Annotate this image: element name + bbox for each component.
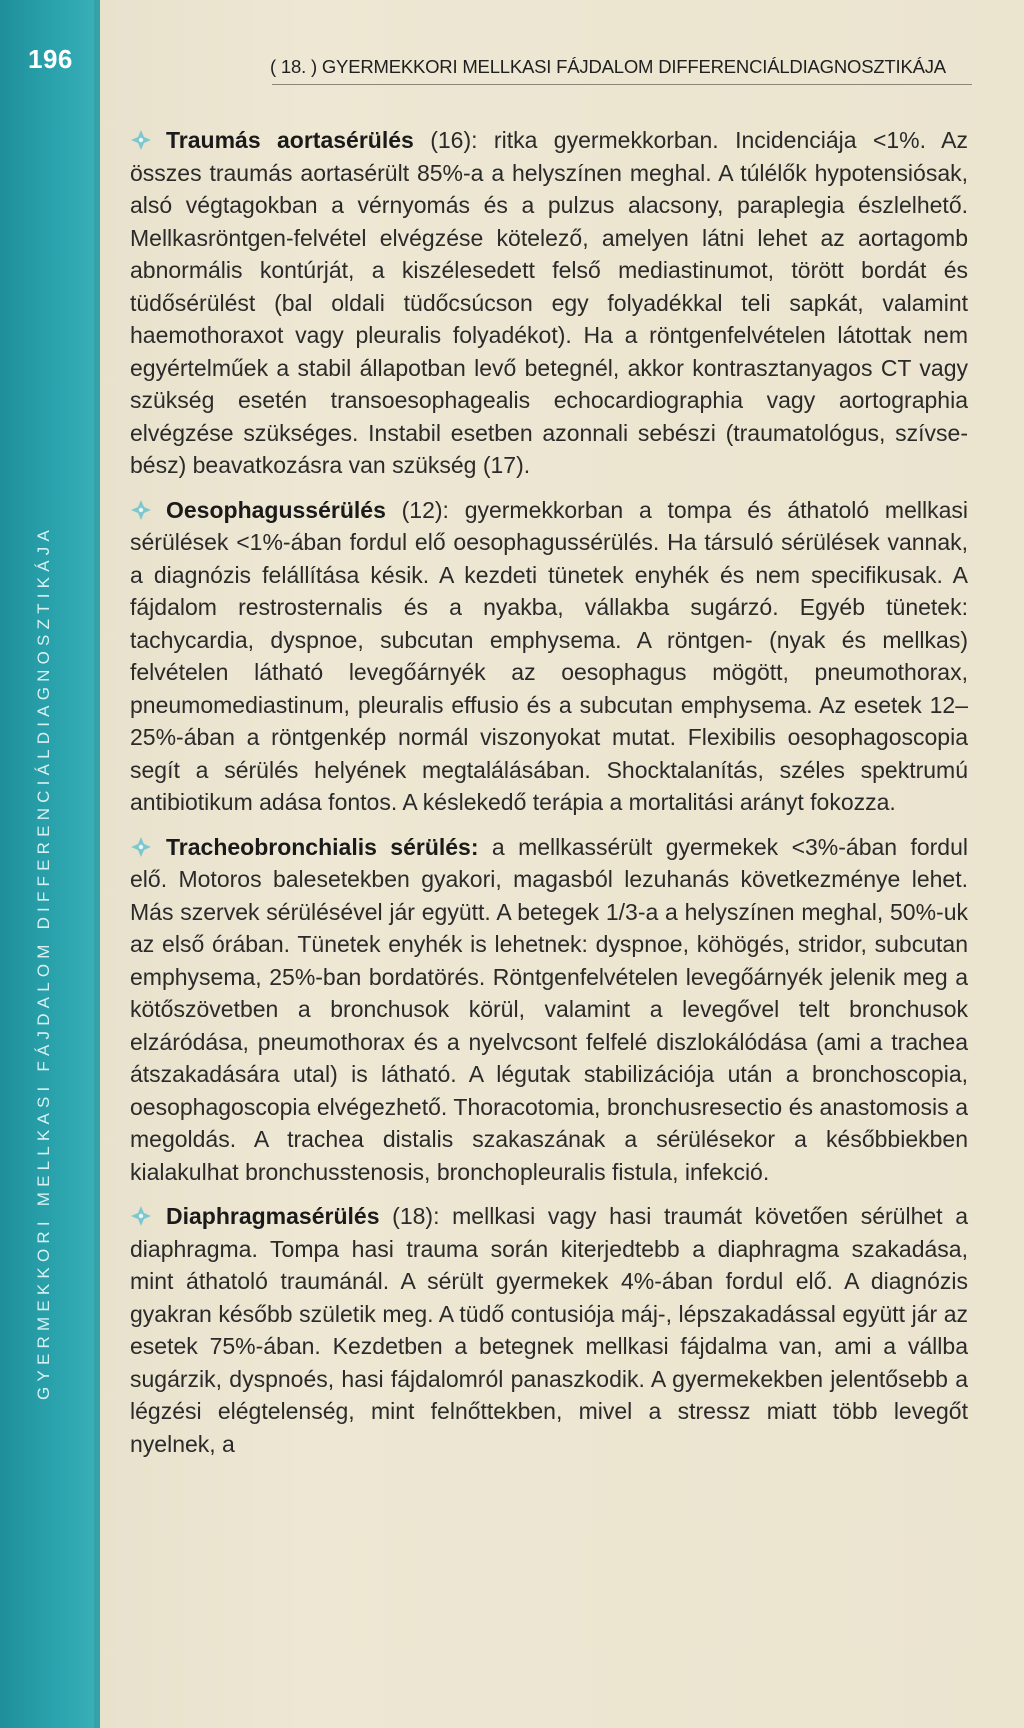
section-diaphragm-injury: [130, 1200, 968, 1460]
main-text: [130, 124, 968, 1472]
section-oesophagus-injury: [130, 494, 968, 819]
section-term: Tracheobronchialis sérülés:: [166, 833, 479, 860]
section-reference: (12): [385, 496, 443, 523]
section-body: : mellkasi vagy hasi traumát követően sérülhet a diaphragma. Tompa hasi trauma során kiterjedtebb a diaphragma szakadása, mint áthatoló traumánál. A sérült gyermekek 4%-ában fordul elő. A diagnózis gyakran később születik meg. A tüdő contusiója máj-, lépszakadással együtt jár az esetek 75%-ában. Kezdetben a betegnek mellkasi fájdalma van, ami a vállba sugárzik, dyspnoés, hasi fájdalomról panaszkodik. A gyermekekben jelentősebb a légzési elégtelenség, mint felnőttekben, mivel a stressz miatt több levegőt nyelnek, a: [130, 1203, 969, 1457]
section-reference: (18): [379, 1203, 434, 1229]
section-reference: (16): [413, 127, 472, 153]
diamond-bullet-icon: [130, 836, 152, 858]
header-divider: [272, 84, 972, 85]
section-term: Traumás aortasérülés: [166, 127, 414, 153]
diamond-bullet-icon: [130, 129, 152, 151]
diamond-bullet-icon: [130, 499, 152, 521]
diamond-bullet-icon: [130, 1205, 152, 1227]
section-term: Diaphragmasérülés: [166, 1203, 380, 1229]
section-aortic-injury: [130, 124, 968, 482]
side-chapter-title: GYERMEKKORI MELLKASI FÁJDALOM DIFFERENCIÁLDIAGNOSZTIKÁJA: [34, 525, 53, 1400]
running-header: ( 18. ) GYERMEKKORI MELLKASI FÁJDALOM DIFFERENCIÁLDIAGNOSZTIKÁJA: [270, 56, 946, 77]
page-number: 196: [28, 44, 73, 74]
section-term: Oesophagussérülés: [166, 496, 386, 523]
section-tracheobronchial-injury: [130, 831, 968, 1189]
section-body: : gyermekkorban a tompa és áthatoló mellkasi sérülések <1%-ában fordul elő oesophagussérülés. Ha társuló sérülések vannak, a diagnózis felállítása késik. A kezdeti tünetek enyhék és nem specifikusak. A fájdalom restrosternalis és a nyakba, vállakba sugárzó. Egyéb tünetek: tachycardia, dyspnoe, subcutan emphysema. A röntgen- (nyak és mellkas) felvételen látható levegőárnyék az oesophagus mögött, pneumothorax, pneumomediastinum, pleuralis effusio és a subcutan emphysema. Az esetek 12–25%-ában a röntgenkép normál viszonyokat mutat. Flexibilis oesophagoscopia segít a sérülés helyének megtalálásában. Shocktalanítás, széles spektrumú antibiotikum adása fontos. A késlekedő terápia a mortalitási arányt fokozza.: [130, 496, 968, 815]
section-body: : ritka gyermekkorban. Incidenciája <1%. Az összes traumás aortasérült 85%-a a helyszínen meghal. A túlélők hypotensiósak, alsó végtagokban a vérnyomás és a pulzus alacsony, paraplegia észlelhető. Mellkasröntgen-felvétel elvégzése kötelező, amelyen látni lehet az aortagomb abnormális kontúrját, a kiszélesedett felső mediastinumot, törött bordát és tüdősérülést (bal oldali tüdőcsúcson egy folyadékkal teli sapkát, valamint haemothoraxot vagy pleuralis folyadékot). Ha a röntgenfelvételen látottak nem egyértelműek a stabil állapotban levő betegnél, akkor kontrasztanyagos CT vagy szükség esetén transoesophagealis echocardiographia vagy aortographia elvégzése szükséges. Instabil esetben azonnali sebészi (traumatológus, szívsebész) beavatkozásra van szükség (17).: [130, 127, 968, 478]
section-body: a mellkassérült gyermekek <3%-ában fordul elő. Motoros balesetekben gyakori, magasból lezuhanás következménye lehet. Más szervek sérülésével jár együtt. A betegek 1/3-a a helyszínen meghal, 50%-uk az első órában. Tünetek enyhék is lehetnek: dyspnoe, köhögés, stridor, subcutan emphysema, 25%-ban bordatörés. Röntgenfelvételen levegőárnyék jelenik meg a kötőszövetben a bronchusok körül, valamint a levegővel telt bronchusok elzáródása, pneumothorax és a nyelvcsont felfelé diszlokálódása (ami a trachea átszakadására utal) is látható. A légutak stabilizációja után a bronchoscopia, oesophagoscopia elvégezhető. Thoracotomia, bronchusresectio és anastomosis a megoldás. A trachea distalis szakaszának a sérülésekor a későbbiekben kialakulhat bronchusstenosis, bronchopleuralis fistula, infekció.: [130, 833, 968, 1185]
side-margin-band: [0, 0, 100, 1728]
